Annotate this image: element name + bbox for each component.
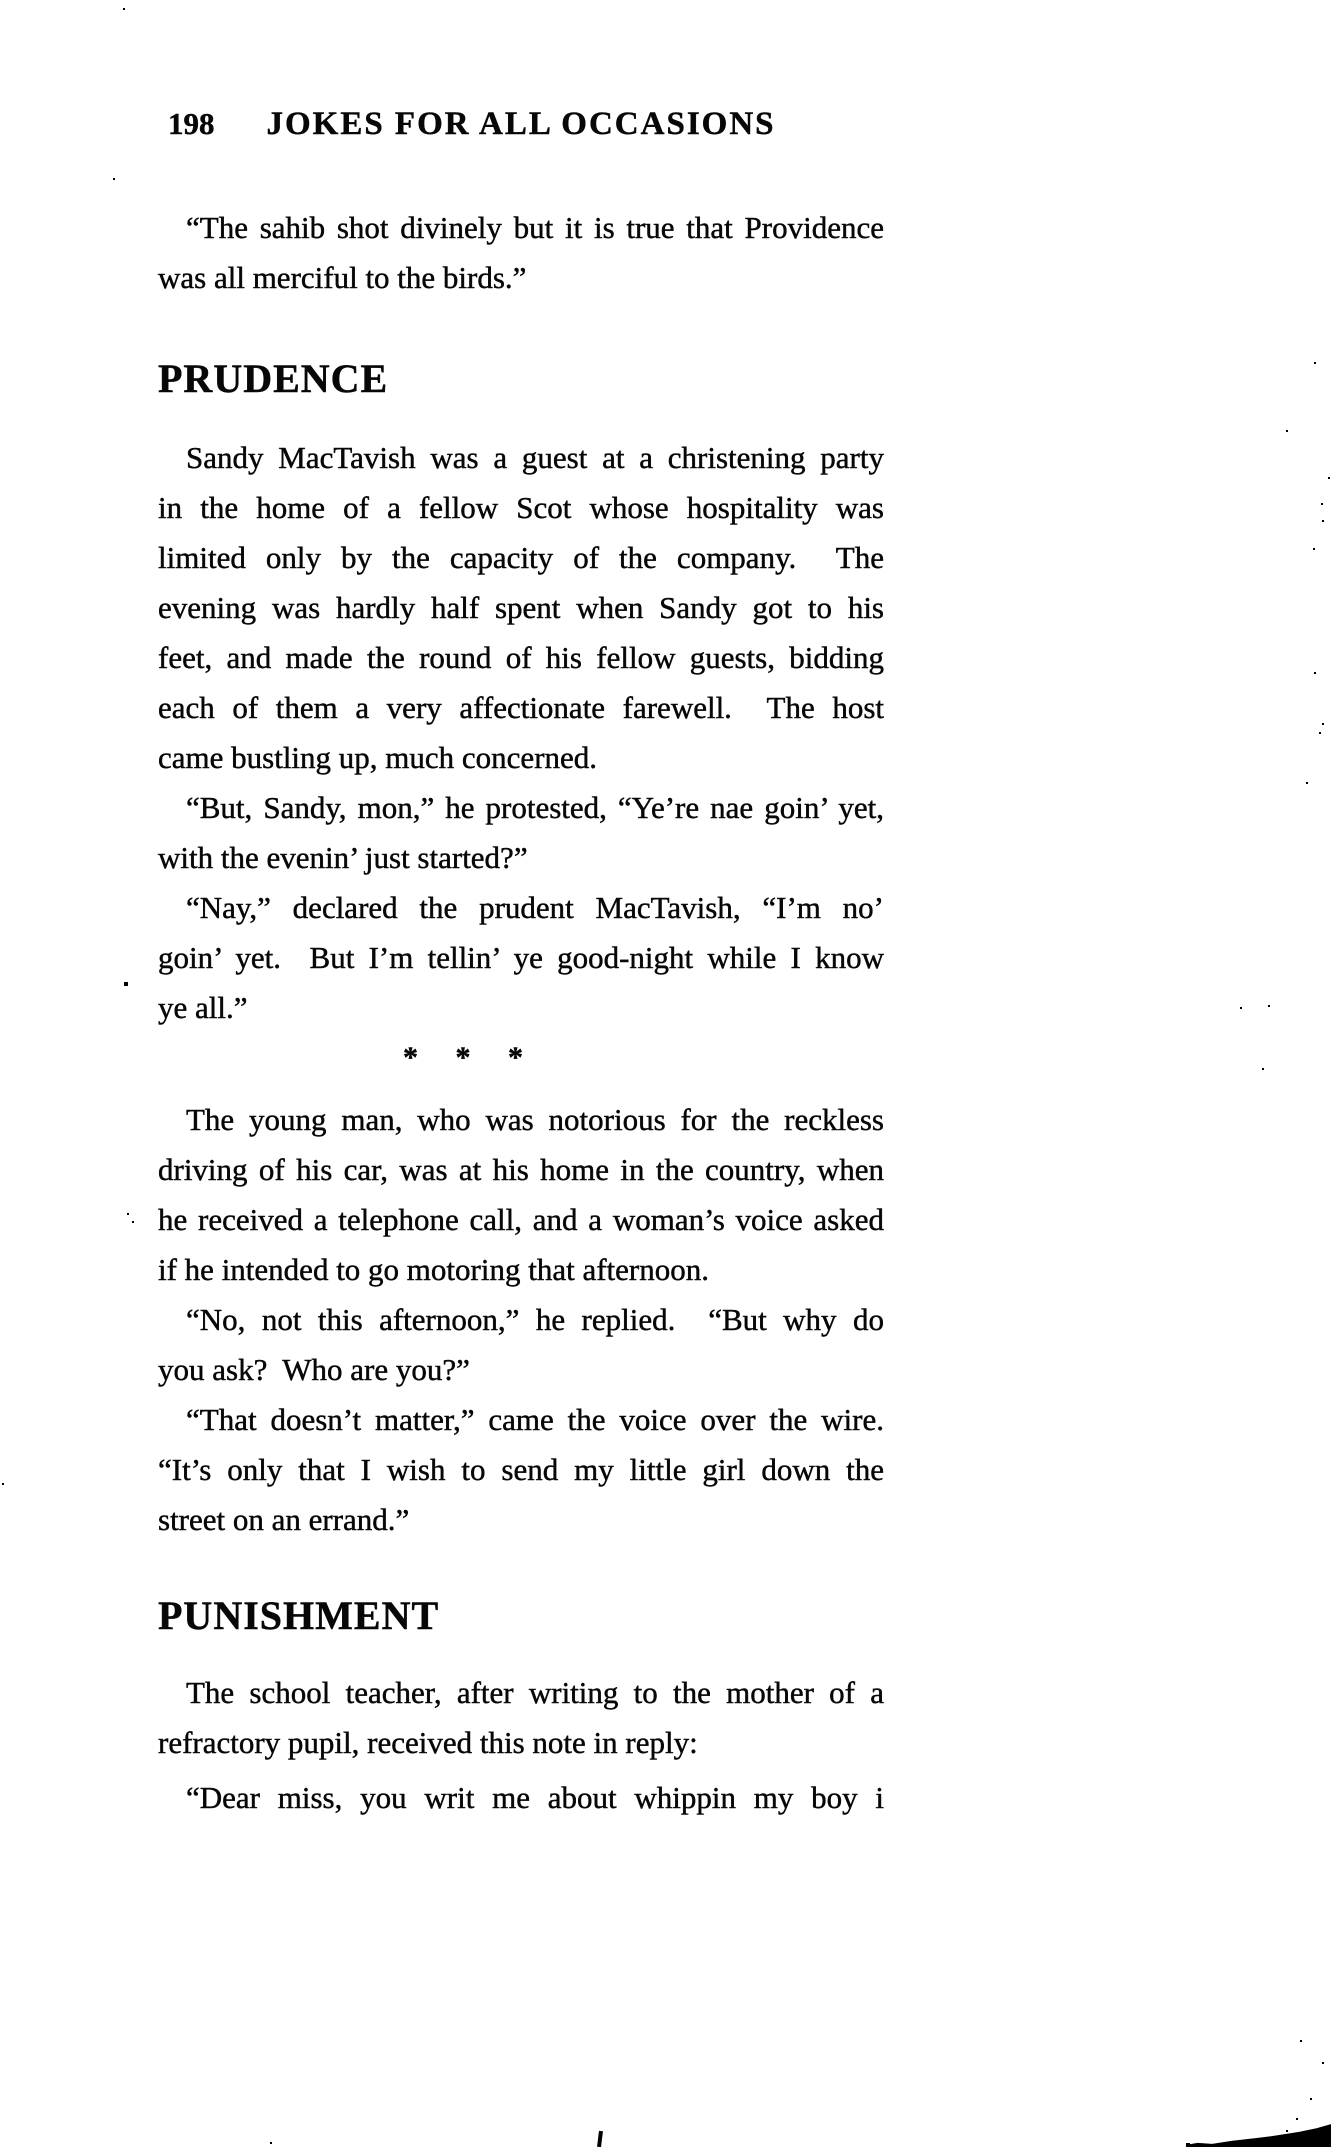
text-line: you ask? Who are you?” <box>158 1352 470 1387</box>
text-line: “The sahib shot divinely but it is true that Providence <box>186 210 884 245</box>
running-title: JOKES FOR ALL OCCASIONS <box>266 106 776 142</box>
paragraph <box>158 1295 884 1395</box>
text-line: refractory pupil, received this note in reply: <box>158 1725 698 1760</box>
text-line: street on an errand.” <box>158 1502 410 1537</box>
text-line: was all merciful to the birds.” <box>158 260 527 295</box>
paragraph <box>158 1095 884 1295</box>
text-line: in the home of a fellow Scot whose hospitality was <box>158 490 884 525</box>
text-line: “That doesn’t matter,” came the voice over the wire. <box>186 1402 884 1437</box>
page-number: 198 <box>168 106 215 141</box>
text-line: “Nay,” declared the prudent MacTavish, “I’m no’ <box>186 890 884 925</box>
text-line: feet, and made the round of his fellow guests, bidding <box>158 640 884 675</box>
text-line: “It’s only that I wish to send my little girl down the <box>158 1452 884 1487</box>
text-line: with the evenin’ just started?” <box>158 840 528 875</box>
section-heading: PUNISHMENT <box>158 1593 440 1638</box>
text-line: “But, Sandy, mon,” he protested, “Ye’re nae goin’ yet, <box>186 790 884 825</box>
text-line: came bustling up, much concerned. <box>158 740 598 775</box>
text-line: The young man, who was notorious for the reckless <box>186 1102 884 1137</box>
text-column <box>158 0 884 1823</box>
scan-artifact-corner-shadow <box>1186 2121 1331 2147</box>
scan-artifact-specks <box>123 8 125 10</box>
text-line: goin’ yet. But I’m tellin’ ye good-night while I know <box>158 940 884 975</box>
asterisk-separator: * * * <box>403 1041 523 1074</box>
paragraph <box>158 1773 884 1823</box>
text-line: The school teacher, after writing to the mother of a <box>186 1675 884 1710</box>
text-line: Sandy MacTavish was a guest at a christening party <box>186 440 884 475</box>
scan-artifact-tick <box>597 2131 603 2147</box>
text-line: he received a telephone call, and a woman’s voice asked <box>158 1202 884 1237</box>
paragraph <box>158 1395 884 1545</box>
text-line: each of them a very affectionate farewell. The host <box>158 690 884 725</box>
paragraph <box>158 883 884 1033</box>
paragraph <box>158 203 884 303</box>
text-line: driving of his car, was at his home in the country, when <box>158 1152 884 1187</box>
text-line: evening was hardly half spent when Sandy got to his <box>158 590 884 625</box>
section-heading: PRUDENCE <box>158 356 389 401</box>
text-line: “Dear miss, you writ me about whippin my boy i <box>186 1780 884 1815</box>
text-line: “No, not this afternoon,” he replied. “But why do <box>186 1302 884 1337</box>
text-line: ye all.” <box>158 990 248 1025</box>
text-line: limited only by the capacity of the company. The <box>158 540 884 575</box>
paragraph <box>158 783 884 883</box>
text-line: if he intended to go motoring that afternoon. <box>158 1252 709 1287</box>
paragraph <box>158 433 884 783</box>
paragraph <box>158 1668 884 1768</box>
